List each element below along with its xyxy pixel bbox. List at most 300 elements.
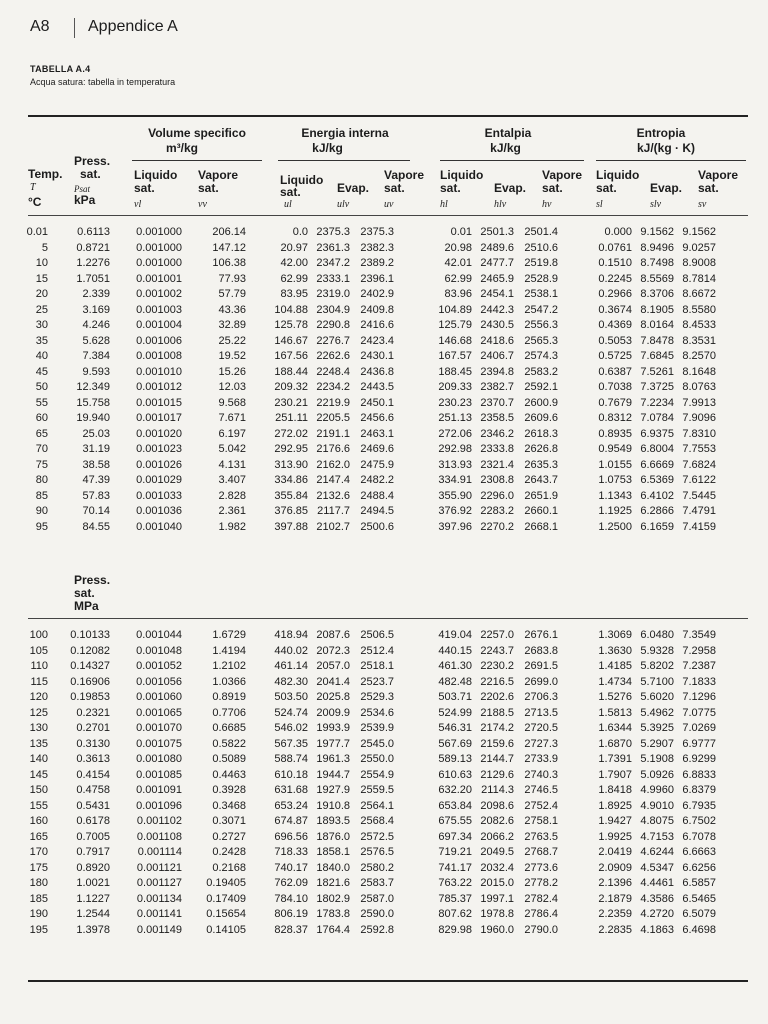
table-cell: 2572.5 xyxy=(360,830,394,843)
table-cell: 0.8721 xyxy=(76,241,110,254)
table-cell: 2.1879 xyxy=(598,892,632,905)
table-cell: 0.14105 xyxy=(206,923,246,936)
table-cell: 292.95 xyxy=(274,443,308,455)
table-cell: 0.17409 xyxy=(206,892,246,905)
table-cell: 167.57 xyxy=(438,350,472,362)
table-cell: 209.33 xyxy=(438,381,472,393)
chapter-title: Appendice A xyxy=(88,18,178,35)
table-cell: 0.7917 xyxy=(76,846,110,858)
table-cell: 376.85 xyxy=(274,505,308,517)
page-number: A8 xyxy=(30,18,50,35)
table-cell: 2174.2 xyxy=(480,722,514,734)
table-cell: 83.95 xyxy=(280,288,308,300)
table-cell: 1.4194 xyxy=(212,644,246,657)
table-cell: 104.88 xyxy=(274,303,308,316)
table-cell: 7.2958 xyxy=(682,644,716,657)
table-cell: 4.4461 xyxy=(640,877,674,889)
table-cell: 60 xyxy=(35,412,48,424)
table-row xyxy=(0,800,768,816)
table-cell: 2.2359 xyxy=(598,908,632,920)
h-vap-header-2: sat. xyxy=(542,181,563,195)
table-row xyxy=(0,474,768,490)
table-cell: 0.5053 xyxy=(598,334,632,347)
table-cell: 5.0926 xyxy=(640,768,674,781)
table-cell: 135 xyxy=(29,737,48,750)
table-cell: 1893.5 xyxy=(316,815,350,827)
table-cell: 2778.2 xyxy=(524,877,558,889)
table-cell: 167.56 xyxy=(274,350,308,362)
table-cell: 461.30 xyxy=(438,660,472,672)
table-cell: 1978.8 xyxy=(480,908,514,920)
table-cell: 7.7553 xyxy=(682,443,716,455)
table-cell: 2430.1 xyxy=(360,350,394,362)
table-cell: 57.83 xyxy=(82,489,110,502)
table-cell: 2501.4 xyxy=(524,226,558,238)
table-cell: 762.09 xyxy=(274,877,308,889)
table-cell: 2370.7 xyxy=(480,396,514,409)
table-cell: 77.93 xyxy=(218,272,246,285)
table-cell: 2773.6 xyxy=(524,861,558,874)
table-cell: 2469.6 xyxy=(360,443,394,455)
table-cell: 2205.5 xyxy=(316,412,350,424)
table-cell: 2276.7 xyxy=(316,334,350,347)
table-cell: 631.68 xyxy=(274,784,308,796)
table-cell: 55 xyxy=(35,396,48,409)
table-row xyxy=(0,304,768,320)
table-cell: 42.00 xyxy=(280,257,308,269)
table-row xyxy=(0,319,768,335)
table-cell: 146.68 xyxy=(438,334,472,347)
table-cell: 7.384 xyxy=(82,350,110,362)
table-cell: 9.568 xyxy=(218,396,246,409)
table-cell: 2.2835 xyxy=(598,923,632,936)
table-cell: 0.001012 xyxy=(136,381,182,393)
table-cell: 230.21 xyxy=(274,396,308,409)
table-cell: 2.0909 xyxy=(598,861,632,874)
table-cell: 1821.6 xyxy=(316,877,350,889)
table-cell: 19.940 xyxy=(76,412,110,424)
table-cell: 6.9375 xyxy=(640,427,674,440)
table-cell: 0.2245 xyxy=(598,272,632,285)
press-unit: kPa xyxy=(74,193,96,207)
table-cell: 2057.0 xyxy=(316,660,350,672)
table-row xyxy=(0,443,768,459)
table-cell: 4.5347 xyxy=(640,861,674,874)
energy-group-rule xyxy=(278,160,410,161)
table-cell: 2488.4 xyxy=(360,489,394,502)
table-cell: 0.001134 xyxy=(136,892,182,905)
table-row xyxy=(0,676,768,692)
table-cell: 1.2276 xyxy=(76,257,110,269)
table-cell: 155 xyxy=(29,799,48,812)
table-cell: 251.13 xyxy=(438,412,472,424)
table-cell: 272.06 xyxy=(438,427,472,440)
table-cell: 0.8919 xyxy=(212,691,246,703)
table-cell: 2188.5 xyxy=(480,706,514,719)
table-cell: 9.1562 xyxy=(682,226,716,238)
table-cell: 0.001000 xyxy=(136,241,182,254)
table-cell: 1.6729 xyxy=(212,629,246,641)
table-cell: 0.001010 xyxy=(136,365,182,378)
table-bottom-rule xyxy=(28,980,748,982)
table-cell: 62.99 xyxy=(280,272,308,285)
table-cell: 2790.0 xyxy=(524,923,558,936)
table-cell: 1.3630 xyxy=(598,644,632,657)
table-cell: 2643.7 xyxy=(524,474,558,486)
table-cell: 2132.6 xyxy=(316,489,350,502)
volume-unit: m³/kg xyxy=(165,141,198,155)
table-cell: 1.2544 xyxy=(76,908,110,920)
table-cell: 7.0775 xyxy=(682,706,716,719)
table-cell: 43.36 xyxy=(218,303,246,316)
table-cell: 7.671 xyxy=(218,412,246,424)
table-cell: 2159.6 xyxy=(480,737,514,750)
table-cell: 15.758 xyxy=(76,396,110,409)
table-cell: 2450.1 xyxy=(360,396,394,409)
table-cell: 120 xyxy=(29,691,48,703)
table-cell: 125.78 xyxy=(274,319,308,331)
table-cell: 2587.0 xyxy=(360,892,394,905)
table-cell: 2740.3 xyxy=(524,768,558,781)
table-cell: 185 xyxy=(29,892,48,905)
table-cell: 6.8379 xyxy=(682,784,716,796)
table-cell: 2098.6 xyxy=(480,799,514,812)
table-cell: 2539.9 xyxy=(360,722,394,734)
table-cell: 697.34 xyxy=(438,830,472,843)
table-cell: 2015.0 xyxy=(480,877,514,889)
table-cell: 2465.9 xyxy=(480,272,514,285)
table-cell: 6.9777 xyxy=(682,737,716,750)
mpa-header-rule xyxy=(28,618,748,619)
table-cell: 2129.6 xyxy=(480,768,514,781)
table-cell: 5.1908 xyxy=(640,753,674,765)
table-cell: 2.339 xyxy=(82,288,110,300)
table-row xyxy=(0,738,768,754)
table-cell: 2423.4 xyxy=(360,334,394,347)
table-cell: 440.02 xyxy=(274,644,308,657)
table-cell: 2.0419 xyxy=(598,846,632,858)
table-cell: 2699.0 xyxy=(524,675,558,688)
table-cell: 334.91 xyxy=(438,474,472,486)
table-cell: 6.5369 xyxy=(640,474,674,486)
table-cell: 0.6387 xyxy=(598,365,632,378)
table-cell: 6.7502 xyxy=(682,815,716,827)
table-cell: 2257.0 xyxy=(480,629,514,641)
table-cell: 2456.6 xyxy=(360,412,394,424)
table-cell: 0.001065 xyxy=(136,706,182,719)
table-cell: 2191.1 xyxy=(316,427,350,440)
table-cell: 147.12 xyxy=(212,241,246,254)
table-cell: 2.361 xyxy=(218,505,246,517)
table-cell: 0.7038 xyxy=(598,381,632,393)
table-cell: 80 xyxy=(35,474,48,486)
table-cell: 0.4154 xyxy=(76,768,110,781)
table-cell: 5.6020 xyxy=(640,691,674,703)
table-cell: 8.9496 xyxy=(640,241,674,254)
table-cell: 0.19853 xyxy=(70,691,110,703)
table-row xyxy=(0,908,768,924)
table-cell: 130 xyxy=(29,722,48,734)
table-cell: 2475.9 xyxy=(360,458,394,471)
table-cell: 1993.9 xyxy=(316,722,350,734)
table-cell: 461.14 xyxy=(274,660,308,672)
table-cell: 0.001108 xyxy=(136,830,182,843)
table-cell: 2463.1 xyxy=(360,427,394,440)
table-cell: 7.8478 xyxy=(640,334,674,347)
table-cell: 8.0763 xyxy=(682,381,716,393)
table-cell: 8.1648 xyxy=(682,365,716,378)
table-cell: 418.94 xyxy=(274,629,308,641)
table-cell: 2518.1 xyxy=(360,660,394,672)
table-cell: 1.982 xyxy=(218,520,246,533)
table-cell: 2375.3 xyxy=(316,226,350,238)
table-cell: 589.13 xyxy=(438,753,472,765)
table-cell: 5.628 xyxy=(82,334,110,347)
table-cell: 7.5445 xyxy=(682,489,716,502)
table-cell: 741.17 xyxy=(438,861,472,874)
table-row xyxy=(0,893,768,909)
table-cell: 7.1833 xyxy=(682,675,716,688)
table-cell: 2477.7 xyxy=(480,257,514,269)
table-cell: 188.44 xyxy=(274,365,308,378)
table-cell: 419.04 xyxy=(438,629,472,641)
table-cell: 2443.5 xyxy=(360,381,394,393)
table-row xyxy=(0,505,768,521)
table-cell: 2494.5 xyxy=(360,505,394,517)
table-cell: 7.4791 xyxy=(682,505,716,517)
en-vap-symbol: uv xyxy=(384,199,394,210)
table-cell: 7.9096 xyxy=(682,412,716,424)
table-cell: 5.3925 xyxy=(640,722,674,734)
table-cell: 2501.3 xyxy=(480,226,514,238)
header-divider xyxy=(74,18,75,38)
table-cell: 10 xyxy=(35,257,48,269)
table-cell: 2430.5 xyxy=(480,319,514,331)
table-cell: 2528.9 xyxy=(524,272,558,285)
table-cell: 6.6256 xyxy=(682,861,716,874)
table-cell: 4.131 xyxy=(218,458,246,471)
table-cell: 5.9328 xyxy=(640,644,674,657)
table-cell: 828.37 xyxy=(274,923,308,936)
table-cell: 125.79 xyxy=(438,319,472,331)
table-cell: 0.001141 xyxy=(136,908,182,920)
table-cell: 1.0021 xyxy=(76,877,110,889)
table-cell: 1.8418 xyxy=(598,784,632,796)
enthalpy-group-rule xyxy=(440,160,584,161)
s-vap-header: Vapore xyxy=(698,168,739,182)
table-cell: 4.1863 xyxy=(640,923,674,936)
table-cell: 0.2966 xyxy=(598,288,632,300)
table-row xyxy=(0,381,768,397)
table-cell: 784.10 xyxy=(274,892,308,905)
table-cell: 12.349 xyxy=(76,381,110,393)
table-cell: 146.67 xyxy=(274,334,308,347)
table-cell: 188.45 xyxy=(438,365,472,378)
table-cell: 2510.6 xyxy=(524,241,558,254)
table-cell: 0.001127 xyxy=(136,877,182,889)
table-row xyxy=(0,273,768,289)
table-row xyxy=(0,242,768,258)
table-cell: 8.6672 xyxy=(682,288,716,300)
table-cell: 2041.4 xyxy=(316,675,350,688)
table-cell: 1802.9 xyxy=(316,892,350,905)
table-cell: 2361.3 xyxy=(316,241,350,254)
table-cell: 0.5822 xyxy=(212,737,246,750)
table-cell: 0.4463 xyxy=(212,768,246,781)
table-row xyxy=(0,753,768,769)
table-cell: 1840.0 xyxy=(316,861,350,874)
table-cell: 0.01 xyxy=(26,226,48,238)
table-cell: 2082.6 xyxy=(480,815,514,827)
table-cell: 8.7814 xyxy=(682,272,716,285)
table-cell: 0.15654 xyxy=(206,908,246,920)
table-cell: 0.001056 xyxy=(136,675,182,688)
table-cell: 1.2102 xyxy=(212,660,246,672)
temp-header-l1: Temp. xyxy=(28,167,63,181)
table-cell: 110 xyxy=(30,660,48,672)
table-cell: 6.7935 xyxy=(682,799,716,812)
table-cell: 2550.0 xyxy=(360,753,394,765)
table-cell: 6.6669 xyxy=(640,458,674,471)
table-cell: 2248.4 xyxy=(316,365,350,378)
table-cell: 2230.2 xyxy=(480,660,514,672)
table-cell: 12.03 xyxy=(218,381,246,393)
table-row xyxy=(0,924,768,940)
table-cell: 2534.6 xyxy=(360,706,394,719)
table-cell: 0.001001 xyxy=(136,272,182,285)
table-cell: 2358.5 xyxy=(480,412,514,424)
table-row xyxy=(0,226,768,242)
press-mpa-l1: Press. xyxy=(74,573,111,587)
table-cell: 696.56 xyxy=(274,830,308,843)
table-cell: 2234.2 xyxy=(316,381,350,393)
table-cell: 1.9427 xyxy=(598,815,632,827)
table-cell: 2396.1 xyxy=(360,272,394,285)
table-cell: 718.33 xyxy=(274,846,308,858)
table-cell: 0.001003 xyxy=(136,303,182,316)
table-row xyxy=(0,521,768,537)
table-cell: 719.21 xyxy=(438,846,472,858)
table-cell: 42.01 xyxy=(444,257,472,269)
press-symbol: Psat xyxy=(74,184,91,194)
vol-vap-symbol: vv xyxy=(198,199,207,210)
table-cell: 2409.8 xyxy=(360,303,394,316)
table-cell: 2117.7 xyxy=(317,505,350,517)
table-cell: 2032.4 xyxy=(480,861,514,874)
table-cell: 0.2428 xyxy=(212,846,246,858)
table-cell: 0.001048 xyxy=(136,644,182,657)
table-cell: 0.001002 xyxy=(136,288,182,300)
table-cell: 2556.3 xyxy=(524,319,558,331)
table-cell: 4.9010 xyxy=(640,799,674,812)
table-cell: 2746.5 xyxy=(524,784,558,796)
table-cell: 829.98 xyxy=(438,923,472,936)
table-cell: 503.71 xyxy=(438,691,472,703)
table-cell: 376.92 xyxy=(438,505,472,517)
table-cell: 355.84 xyxy=(274,489,308,502)
table-cell: 2489.6 xyxy=(480,241,514,254)
table-cell: 2547.2 xyxy=(524,303,558,316)
table-cell: 2580.2 xyxy=(360,861,394,874)
table-cell: 0.8312 xyxy=(598,412,632,424)
vol-liq-header-2: sat. xyxy=(134,181,155,195)
table-cell: 83.96 xyxy=(444,288,472,300)
table-cell: 2676.1 xyxy=(524,629,558,641)
table-cell: 0.8935 xyxy=(598,427,632,440)
enthalpy-unit: kJ/kg xyxy=(490,141,521,155)
table-cell: 2025.8 xyxy=(316,691,350,703)
table-cell: 4.246 xyxy=(82,319,110,331)
en-vap-header: Vapore xyxy=(384,168,425,182)
table-cell: 30 xyxy=(35,319,48,331)
table-cell: 313.93 xyxy=(438,458,472,471)
h-evap-header: Evap. xyxy=(494,181,527,195)
table-cell: 106.38 xyxy=(212,257,246,269)
entropy-unit: kJ/(kg · K) xyxy=(636,141,695,155)
table-cell: 2691.5 xyxy=(524,660,558,672)
table-row xyxy=(0,490,768,506)
table-cell: 1.5276 xyxy=(598,691,632,703)
table-cell: 125 xyxy=(29,706,48,719)
table-cell: 610.18 xyxy=(274,768,308,781)
table-cell: 2545.0 xyxy=(360,737,394,750)
table-cell: 2482.2 xyxy=(360,474,394,486)
h-vap-symbol: hv xyxy=(542,199,552,210)
table-cell: 0.001044 xyxy=(136,629,182,641)
table-cell: 0.10133 xyxy=(70,629,110,641)
table-cell: 2442.3 xyxy=(480,303,514,316)
press-mpa-l3: MPa xyxy=(74,599,99,613)
table-cell: 2786.4 xyxy=(524,908,558,920)
table-row xyxy=(0,707,768,723)
vol-liq-symbol: vl xyxy=(134,199,142,210)
table-row xyxy=(0,428,768,444)
table-cell: 1.1925 xyxy=(598,505,632,517)
table-cell: 2087.6 xyxy=(316,629,350,641)
table-cell: 25.03 xyxy=(82,427,110,440)
enthalpy-title: Entalpia xyxy=(484,126,532,140)
table-cell: 5.7100 xyxy=(640,675,674,688)
table-cell: 209.32 xyxy=(274,381,308,393)
table-cell: 1927.9 xyxy=(316,784,350,796)
table-cell: 95 xyxy=(35,520,48,533)
table-cell: 2009.9 xyxy=(316,706,350,719)
table-cell: 8.5569 xyxy=(640,272,674,285)
table-row xyxy=(0,397,768,413)
table-cell: 2554.9 xyxy=(360,768,394,781)
table-cell: 1.1227 xyxy=(76,892,110,905)
table-cell: 6.2866 xyxy=(640,505,674,517)
table-cell: 0.6178 xyxy=(76,815,110,827)
table-cell: 8.2570 xyxy=(682,350,716,362)
table-cell: 1.6870 xyxy=(598,737,632,750)
en-liq-symbol: ul xyxy=(284,199,292,210)
table-cell: 70.14 xyxy=(82,505,110,517)
table-cell: 0.3613 xyxy=(76,753,110,765)
table-cell: 45 xyxy=(35,365,48,378)
table-cell: 0.8920 xyxy=(76,861,110,874)
table-cell: 1.7051 xyxy=(76,272,110,285)
table-cell: 6.4698 xyxy=(682,923,716,936)
table-cell: 2114.3 xyxy=(481,784,514,796)
table-cell: 2626.8 xyxy=(524,443,558,455)
table-cell: 2394.8 xyxy=(480,365,514,378)
table-cell: 0.001004 xyxy=(136,319,182,331)
table-cell: 8.1905 xyxy=(640,303,674,316)
table-cell: 5.2907 xyxy=(640,737,674,750)
table-cell: 104.89 xyxy=(438,303,472,316)
table-cell: 1876.0 xyxy=(316,830,350,843)
